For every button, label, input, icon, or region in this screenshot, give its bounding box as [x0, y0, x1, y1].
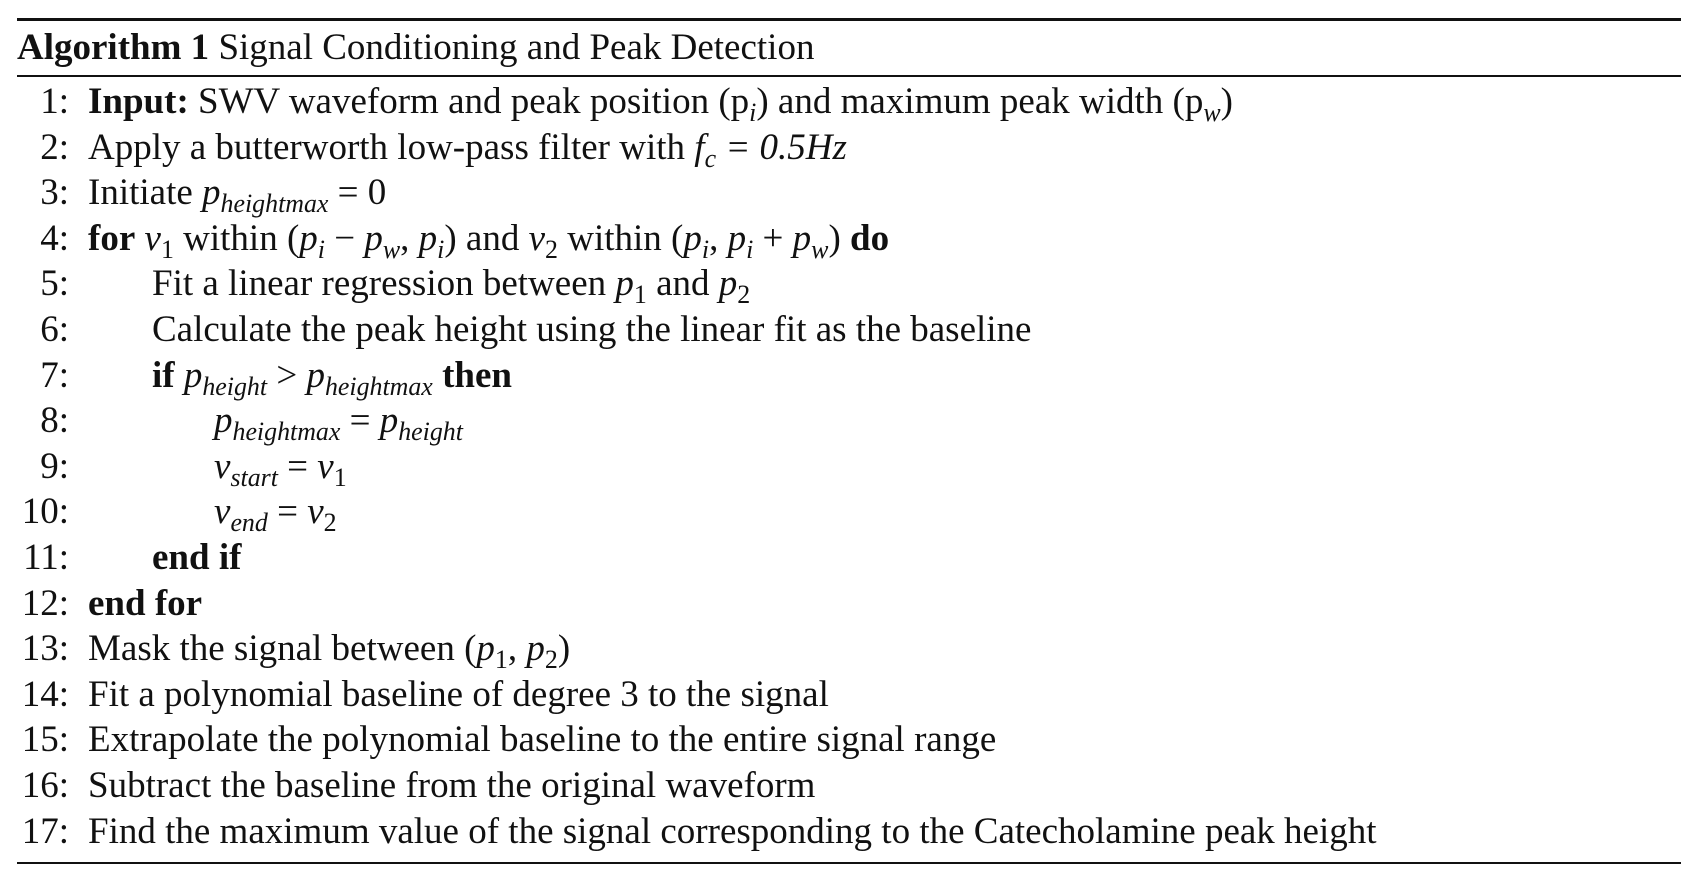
math: v: [214, 445, 231, 487]
algo-line-9: [17, 444, 1681, 490]
subscript: 1: [333, 462, 347, 492]
line-number: 5:: [40, 263, 69, 305]
line-number: 8:: [40, 400, 69, 442]
algo-line-17: [17, 809, 1681, 855]
algorithm-lines: [17, 77, 1681, 862]
line-text: −: [324, 217, 365, 259]
algo-line-10: [17, 489, 1681, 538]
line-text: Mask the signal between (: [88, 628, 477, 670]
algorithm-label: Algorithm 1: [17, 27, 210, 68]
math: p: [214, 400, 233, 442]
math: p: [379, 400, 399, 442]
line-text: =: [267, 491, 308, 533]
subscript: i: [701, 234, 710, 264]
line-body: [214, 489, 337, 538]
subscript: 2: [545, 234, 558, 264]
algo-line-12: [17, 581, 1681, 627]
line-body: [88, 170, 386, 216]
line-text: ,: [709, 217, 728, 259]
line-text: ): [828, 217, 851, 259]
subscript: 2: [323, 508, 337, 538]
math: p: [418, 217, 438, 259]
subscript: 1: [160, 234, 174, 264]
subscript: w: [1203, 97, 1221, 127]
line-number: 3:: [40, 172, 69, 214]
subscript: 2: [544, 644, 558, 674]
line-text: =: [340, 400, 380, 442]
math: p: [476, 628, 495, 670]
algo-line-11: [17, 535, 1681, 581]
math: p: [683, 217, 702, 259]
line-text: ) and: [444, 217, 529, 259]
line-number: 6:: [40, 308, 69, 350]
math: p: [526, 628, 545, 670]
algo-line-8: [17, 398, 1681, 444]
algo-line-7: [17, 353, 1681, 399]
line-body: Calculate the peak height using the linear fit as the baseline: [152, 308, 1032, 350]
subscript: i: [317, 234, 325, 264]
algorithm-caption: [17, 21, 1681, 75]
line-body: [88, 125, 847, 171]
line-number: 2:: [40, 126, 69, 168]
math: = 0: [328, 172, 387, 214]
line-text: within (: [557, 217, 684, 259]
subscript: i: [437, 234, 445, 264]
line-number: 9:: [40, 445, 69, 487]
line-text: ,: [400, 217, 419, 259]
line-text: =: [277, 445, 318, 487]
math: p: [718, 263, 738, 305]
line-body: [88, 216, 889, 262]
math: v: [214, 491, 231, 533]
algorithm-block: [17, 18, 1681, 864]
algo-line-15: [17, 717, 1681, 763]
line-text: ): [1220, 81, 1233, 122]
line-text: +: [753, 217, 793, 259]
math: p: [364, 217, 383, 259]
keyword-for: for: [88, 217, 136, 259]
algo-line-6: [17, 307, 1681, 353]
line-number: 1:: [40, 81, 69, 122]
algo-line-1: [17, 79, 1681, 125]
math: v: [528, 217, 546, 259]
line-body: [214, 398, 463, 444]
line-number: 12:: [21, 582, 69, 624]
line-text: Apply a butterworth low-pass filter with: [88, 126, 695, 168]
subscript: c: [704, 143, 717, 173]
line-text: Initiate: [88, 172, 203, 214]
math: p: [615, 263, 634, 305]
line-body: [152, 353, 512, 399]
line-text: ): [557, 628, 571, 670]
subscript: height: [398, 416, 463, 446]
line-text: SWV waveform and peak position (p: [198, 81, 750, 122]
line-text: and: [646, 263, 719, 305]
subscript: 1: [633, 280, 647, 310]
line-text: ,: [507, 628, 527, 670]
line-body: Fit a polynomial baseline of degree 3 to the signal: [88, 673, 829, 715]
algo-line-5: [17, 261, 1681, 310]
math: p: [792, 217, 812, 259]
line-text: within (: [173, 217, 300, 259]
math: = 0.5Hz: [716, 126, 847, 168]
line-number: 10:: [21, 491, 69, 533]
algo-line-2: [17, 125, 1681, 171]
math: p: [299, 217, 318, 259]
subscript: w: [382, 234, 401, 264]
subscript: heightmax: [324, 371, 433, 401]
line-text: ) and maximum peak width (p: [756, 81, 1204, 122]
math: p: [306, 354, 325, 396]
math: p: [183, 354, 203, 396]
line-number: 17:: [21, 810, 69, 852]
subscript: start: [230, 462, 278, 492]
subscript: heightmax: [220, 188, 329, 218]
line-number: 15:: [21, 719, 69, 761]
line-number: 13:: [21, 628, 69, 670]
math: p: [202, 172, 221, 214]
subscript: i: [749, 97, 757, 127]
line-number: 7:: [40, 354, 69, 396]
line-body: Find the maximum value of the signal corresponding to the Catecholamine peak height: [88, 810, 1377, 852]
keyword-end-for: end for: [88, 582, 203, 624]
algo-line-3: [17, 170, 1681, 216]
line-number: 4:: [40, 217, 69, 259]
algo-line-13: [17, 626, 1681, 672]
line-body: [214, 444, 347, 490]
line-body: [88, 626, 570, 672]
algo-line-4: [17, 216, 1681, 262]
keyword-end-if: end if: [152, 536, 242, 578]
algorithm-title: Signal Conditioning and Peak Detection: [218, 27, 815, 68]
line-body: [88, 79, 1233, 125]
keyword-if: if: [152, 354, 175, 396]
subscript: 1: [494, 644, 508, 674]
line-body: [152, 261, 751, 310]
subscript: end: [230, 508, 268, 538]
line-body: Subtract the baseline from the original waveform: [88, 764, 816, 806]
keyword-then: then: [442, 354, 512, 396]
line-text: >: [267, 354, 307, 396]
math: v: [307, 491, 324, 533]
math: v: [144, 217, 161, 259]
math: p: [727, 217, 747, 259]
keyword-input: Input:: [88, 81, 189, 122]
subscript: height: [202, 371, 268, 401]
line-text: Fit a linear regression between: [152, 263, 616, 305]
math: f: [694, 126, 705, 168]
bottom-rule: [17, 862, 1681, 864]
line-number: 16:: [21, 764, 69, 806]
subscript: 2: [737, 280, 751, 310]
algo-line-16: [17, 763, 1681, 809]
line-number: 11:: [23, 536, 69, 578]
subscript: i: [746, 234, 754, 264]
line-body: Extrapolate the polynomial baseline to the entire signal range: [88, 719, 997, 761]
subscript: w: [811, 234, 829, 264]
subscript: heightmax: [232, 416, 341, 446]
keyword-do: do: [850, 217, 890, 259]
line-number: 14:: [21, 673, 69, 715]
algo-line-14: [17, 672, 1681, 718]
math: v: [317, 445, 334, 487]
